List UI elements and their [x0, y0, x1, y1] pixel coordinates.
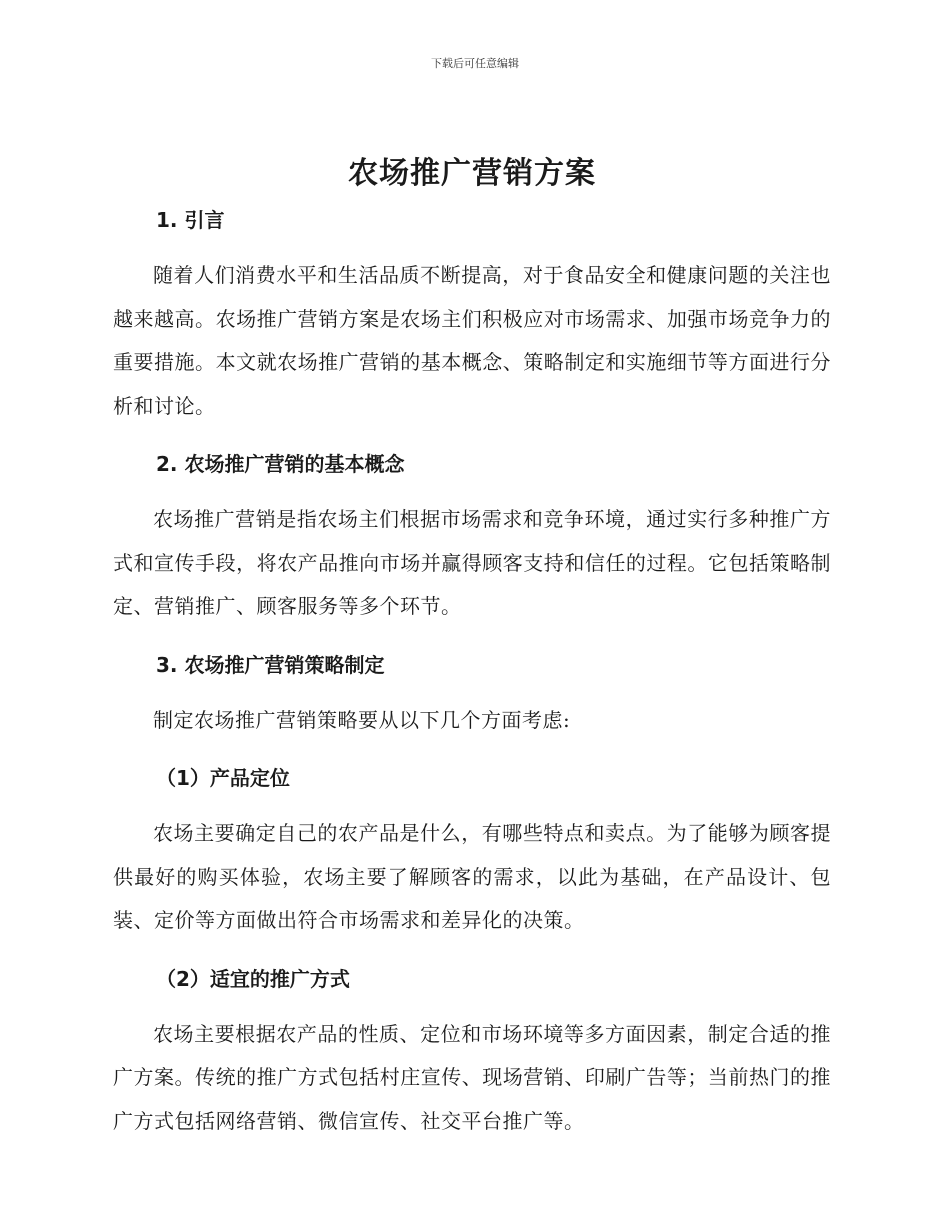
section-heading-intro: 1. 引言: [156, 208, 225, 232]
section-heading-concept: 2. 农场推广营销的基本概念: [156, 452, 405, 476]
paragraph-promotion: 农场主要根据农产品的性质、定位和市场环境等多方面因素，制定合适的推广方案。传统的推广方式包括村庄宣传、现场营销、印刷广告等；当前热门的推广方式包括网络营销、微信宣传、社交平台推广等。: [113, 1021, 831, 1133]
document-title: 农场推广营销方案: [348, 156, 596, 191]
document-body: [113, 150, 831, 1143]
subsection-heading-promotion: （2）适宜的推广方式: [156, 966, 350, 991]
subsection-heading-positioning: （1）产品定位: [156, 766, 290, 790]
paragraph-positioning: 农场主要确定自己的农产品是什么，有哪些特点和卖点。为了能够为顾客提供最好的购买体验，农场主要了解顾客的需求，以此为基础，在产品设计、包装、定价等方面做出符合市场需求和差异化的决策。: [113, 821, 831, 932]
section-heading-strategy: 3. 农场推广营销策略制定: [156, 652, 385, 677]
paragraph-concept: 农场推广营销是指农场主们根据市场需求和竞争环境，通过实行多种推广方式和宣传手段，将农产品推向市场并赢得顾客支持和信任的过程。它包括策略制定、营销推广、顾客服务等多个环节。: [113, 507, 831, 618]
paragraph-intro: 随着人们消费水平和生活品质不断提高，对于食品安全和健康问题的关注也越来越高。农场推广营销方案是农场主们积极应对市场需求、加强市场竞争力的重要措施。本文就农场推广营销的基本概念、策略制定和实施细节等方面进行分析和讨论。: [113, 263, 831, 418]
paragraph-strategy: 制定农场推广营销策略要从以下几个方面考虑:: [153, 707, 571, 732]
header-note: 下载后可任意编辑: [431, 57, 519, 70]
